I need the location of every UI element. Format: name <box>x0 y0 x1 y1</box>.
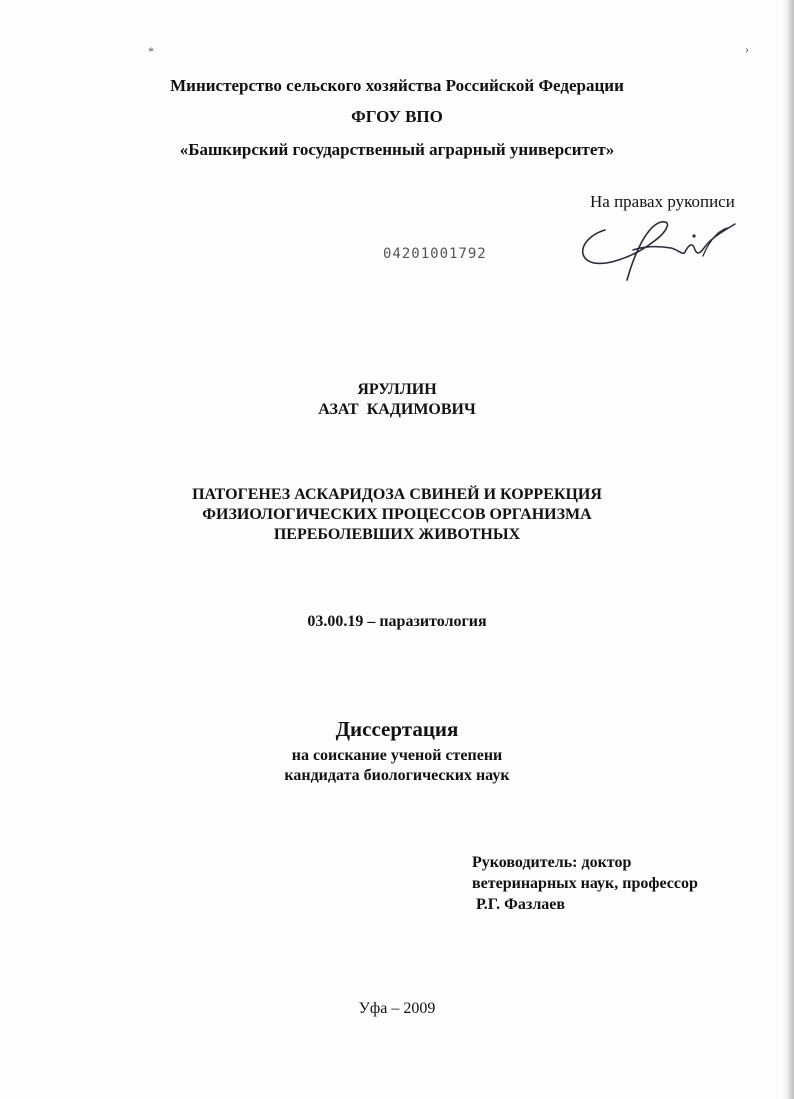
degree-line: на соискание ученой степени <box>291 747 503 764</box>
specialty: 03.00.19 – паразитология <box>307 613 487 630</box>
title-line: ПАТОГЕНЕЗ АСКАРИДОЗА СВИНЕЙ И КОРРЕКЦИЯ <box>192 486 602 503</box>
title-line: ФИЗИОЛОГИЧЕСКИХ ПРОЦЕССОВ ОРГАНИЗМА <box>202 506 592 523</box>
institution-type: ФГОУ ВПО <box>351 107 443 126</box>
author-given-names: АЗАТ КАДИМОВИЧ <box>318 401 476 418</box>
manuscript-note: На правах рукописи <box>590 192 735 211</box>
university-name: «Башкирский государственный аграрный университет» <box>179 140 615 159</box>
title-line: ПЕРЕБОЛЕВШИХ ЖИВОТНЫХ <box>273 526 521 543</box>
work-type: Диссертация <box>335 717 459 741</box>
degree-line: кандидата биологических наук <box>284 767 510 784</box>
supervisor-name: Р.Г. Фазлаев <box>476 896 566 913</box>
corner-mark-left: * <box>148 44 154 58</box>
serial-number: 04201001792 <box>383 246 487 262</box>
corner-mark-right: › <box>745 42 749 56</box>
scan-edge-shadow <box>782 0 794 1099</box>
supervisor-line: ветеринарных наук, профессор <box>472 875 698 892</box>
ministry-line: Министерство сельского хозяйства Российской Федерации <box>170 76 624 95</box>
supervisor-line: Руководитель: доктор <box>472 854 632 871</box>
author-surname: ЯРУЛЛИН <box>357 381 437 398</box>
place-year: Уфа – 2009 <box>358 1000 436 1017</box>
signature <box>575 212 755 284</box>
